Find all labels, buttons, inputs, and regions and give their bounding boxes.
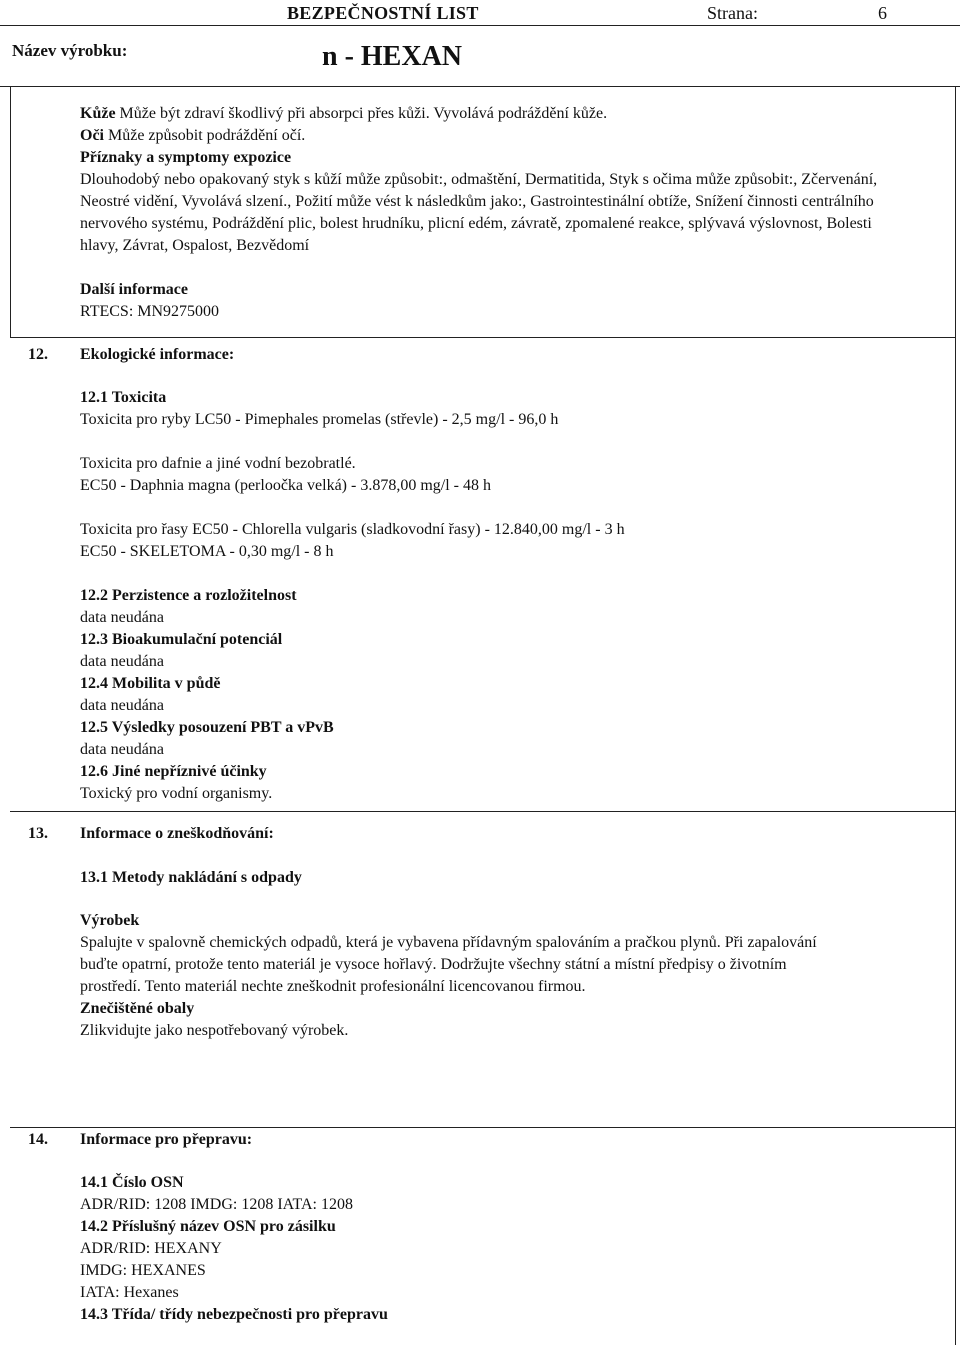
toxicity-daphnia-2: EC50 - Daphnia magna (perloočka velká) - 3.878,00 mg/l - 48 h <box>80 477 491 494</box>
pbt-heading: 12.5 Výsledky posouzení PBT a vPvB <box>80 719 334 736</box>
persistence-heading: 12.2 Perzistence a rozložitelnost <box>80 587 297 604</box>
section12-title: Ekologické informace: <box>80 346 235 363</box>
skin-label: Kůže <box>80 105 116 122</box>
skin-text: Může být zdraví škodlivý při absorpci přes kůži. Vyvolává podráždění kůže. <box>115 105 608 122</box>
section13-title: Informace o zneškodňování: <box>80 825 274 842</box>
rtecs-text: RTECS: MN9275000 <box>80 303 220 320</box>
un-number-heading: 14.1 Číslo OSN <box>80 1174 184 1191</box>
eyes-text: Může způsobit podráždění očí. <box>104 127 306 144</box>
section14-number: 14. <box>28 1131 48 1148</box>
bioaccumulation-heading: 12.3 Bioakumulační potenciál <box>80 631 283 648</box>
shipping-name-adr: ADR/RID: HEXANY <box>80 1240 222 1257</box>
shipping-name-heading: 14.2 Příslušný název OSN pro zásilku <box>80 1218 336 1235</box>
packaging-heading: Znečištěné obaly <box>80 1000 195 1017</box>
section13-content <box>80 867 940 1042</box>
more-info-heading: Další informace <box>80 281 188 298</box>
mobility-text: data neudána <box>80 697 164 714</box>
symptoms-text: Dlouhodobý nebo opakovaný styk s kůží může způsobit:, odmaštění, Dermatitida, Styk s očima může způsobit:, Zčervenání, Neostré vidění, Vyvolává slzení., Požití může vést k následkům jako:, Gastrointestinální obtíže, Snížení činnosti centrálního nervového systému, Podráždění plic, bolest hrudníku, plicní edém, závratě, zpomalené reakce, splývavá výslovnost, Bolesti hlavy, Závrat, Ospalost, Bezvědomí <box>80 171 878 254</box>
pbt-text: data neudána <box>80 741 164 758</box>
hazard-class-heading: 14.3 Třída/ třídy nebezpečnosti pro přepravu <box>80 1306 388 1323</box>
section14-content <box>80 1172 940 1326</box>
product-header <box>0 26 960 86</box>
disposal-methods-heading: 13.1 Metody nakládání s odpady <box>80 869 302 886</box>
product-name: n - HEXAN <box>322 41 463 72</box>
toxicity-algae-2: EC50 - SKELETOMA - 0,30 mg/l - 8 h <box>80 543 334 560</box>
mobility-heading: 12.4 Mobilita v půdě <box>80 675 221 692</box>
section13-number: 13. <box>28 825 48 842</box>
section11-content <box>80 103 940 323</box>
page-header <box>0 0 960 24</box>
toxicity-fish: Toxicita pro ryby LC50 - Pimephales promelas (střevle) - 2,5 mg/l - 96,0 h <box>80 411 559 428</box>
bioaccumulation-text: data neudána <box>80 653 164 670</box>
other-effects-heading: 12.6 Jiné nepříznivé účinky <box>80 763 267 780</box>
page-label: Strana: <box>707 3 758 23</box>
toxicity-algae-1: Toxicita pro řasy EC50 - Chlorella vulgaris (sladkovodní řasy) - 12.840,00 mg/l - 3 h <box>80 521 625 538</box>
toxicity-daphnia-1: Toxicita pro dafnie a jiné vodní bezobratlé. <box>80 455 356 472</box>
section14-title: Informace pro přepravu: <box>80 1131 253 1148</box>
other-effects-text: Toxický pro vodní organismy. <box>80 785 273 802</box>
symptoms-heading: Příznaky a symptomy expozice <box>80 149 292 166</box>
section12-number: 12. <box>28 346 48 363</box>
packaging-text: Zlikvidujte jako nespotřebovaný výrobek. <box>80 1022 349 1039</box>
eyes-label: Oči <box>80 127 104 144</box>
persistence-text: data neudána <box>80 609 164 626</box>
shipping-name-iata: IATA: Hexanes <box>80 1284 179 1301</box>
product-label: Název výrobku: <box>12 41 128 60</box>
toxicity-heading: 12.1 Toxicita <box>80 389 167 406</box>
document-title: BEZPEČNOSTNÍ LIST <box>287 3 479 23</box>
shipping-name-imdg: IMDG: HEXANES <box>80 1262 206 1279</box>
product-disposal-text: Spalujte v spalovně chemických odpadů, která je vybavena přídavným spalováním a pračkou plynů. Při zapalování buďte opatrní, protože tento materiál je vysoce hořlavý. Dodržujte všechny státní a místní předpisy o životním prostředí. Tento materiál nechte zneškodnit profesionální licencovanou firmou. <box>80 934 817 995</box>
skin-line <box>80 103 940 125</box>
page-number: 6 <box>878 3 887 23</box>
product-disposal-heading: Výrobek <box>80 912 140 929</box>
un-number-text: ADR/RID: 1208 IMDG: 1208 IATA: 1208 <box>80 1196 353 1213</box>
section12-content <box>80 387 940 805</box>
eyes-line <box>80 125 940 147</box>
